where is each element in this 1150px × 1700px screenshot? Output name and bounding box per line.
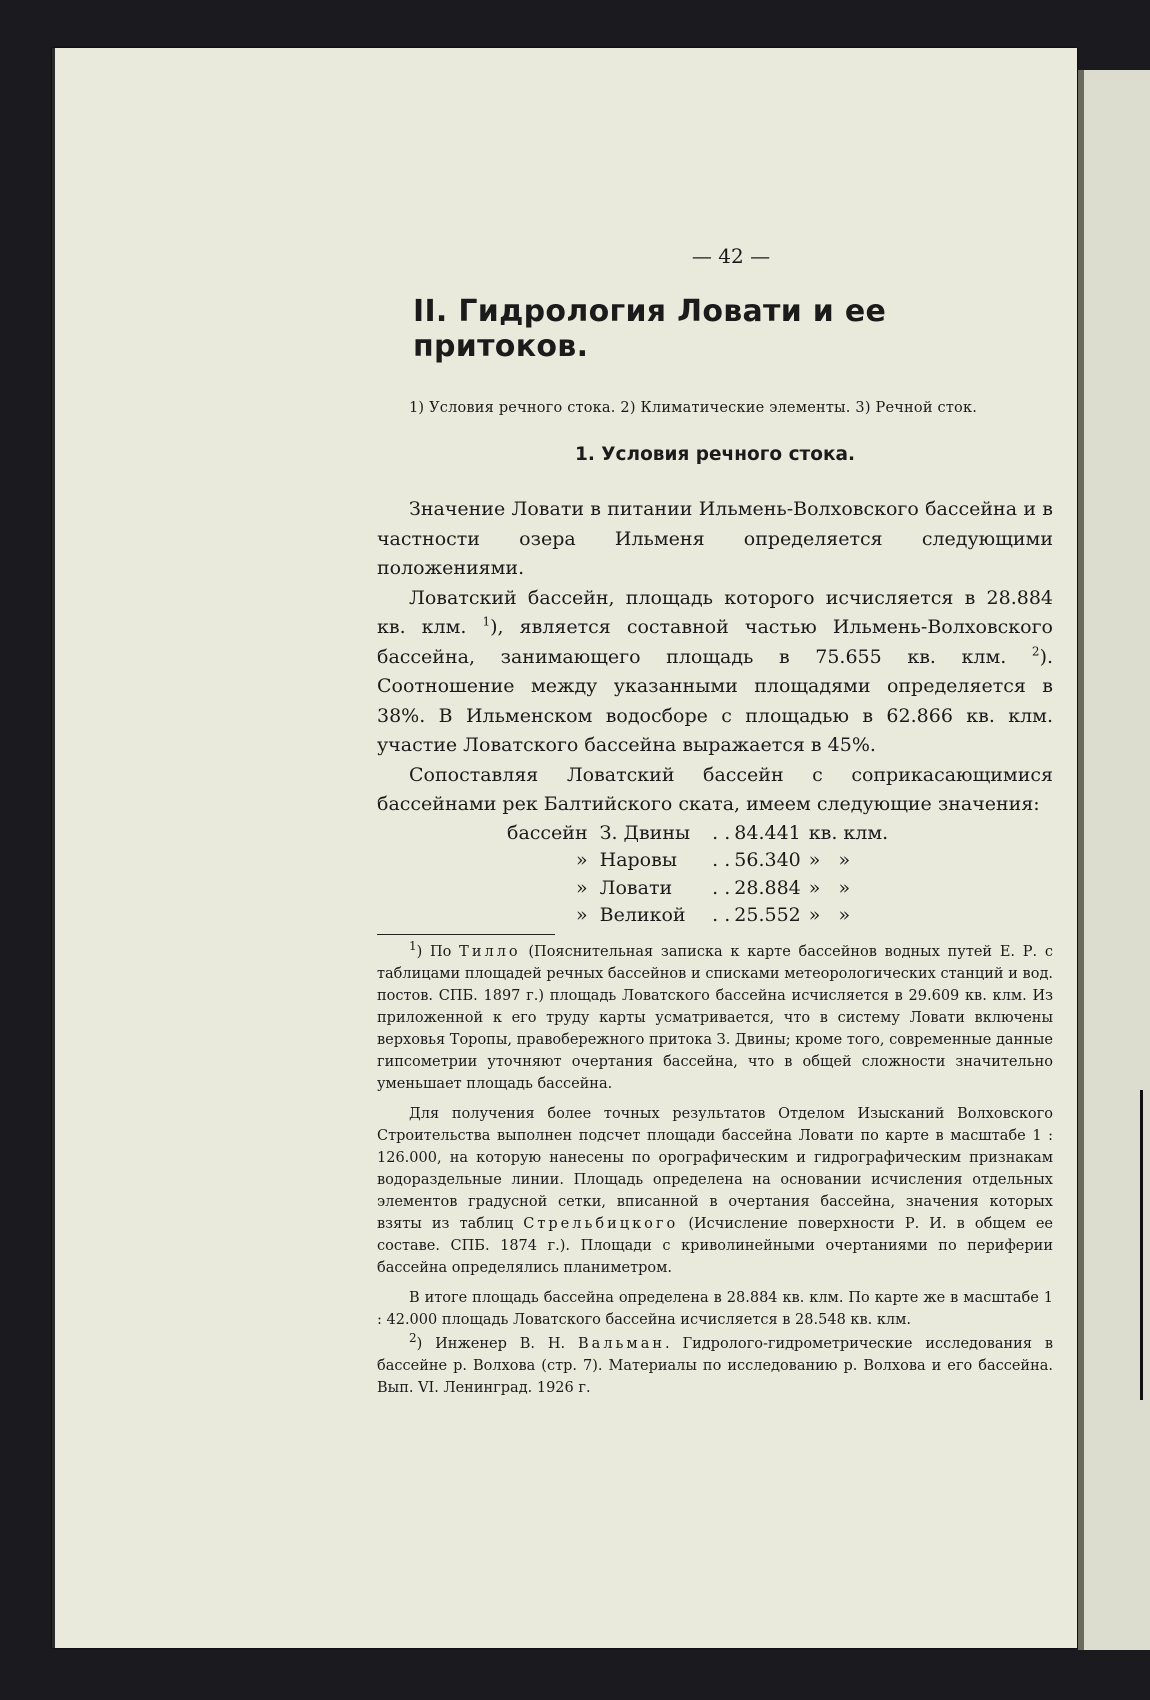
basin-prefix: бассейн xyxy=(507,821,588,844)
basin-unit: » » xyxy=(808,849,851,871)
section-title: 1. Условия речного стока. xyxy=(574,444,856,465)
basin-dots: . . xyxy=(712,821,731,844)
book-page xyxy=(52,48,1077,1648)
page-number: — 42 — xyxy=(691,244,771,268)
paragraph-1: Значение Ловати в питании Ильмень-Волховского бассейна и в частности озера Ильменя определяется следующими положениями. xyxy=(377,498,1053,579)
page-content xyxy=(377,244,1053,1407)
basin-prefix: » xyxy=(576,876,588,899)
paragraph-2: Ловатский бассейн, площадь которого исчисляется в 28.884 кв. клм. $^1$), является составной частью Ильмень-Волховского бассейна, занимающего площадь в 75.655 кв. клм. $^2$). Соотношение между указанными площадями определяется в 38%. В Ильменском водосборе с площадью в 62.866 кв. клм. участие Ловатского бассейна выражается в 45%. xyxy=(377,586,1054,756)
footnote-divider xyxy=(377,934,555,935)
basin-prefix: » xyxy=(576,904,588,926)
basin-row xyxy=(503,902,892,930)
basin-dots: . . xyxy=(712,876,731,899)
basin-dots: . . xyxy=(712,904,731,926)
basin-unit: » » xyxy=(808,904,851,926)
basin-prefix: » xyxy=(576,849,588,871)
footnote-1-continued: Для получения более точных результатов Отделом Изысканий Волховского Строительства выполнен подсчет площади бассейна Ловати по карте в масштабе 1 : 126.000, на которую нанесены по орографическим и гидрографическим признакам водораздельные линии. Площадь определена на основании исчисления отдельных элементов градусной сетки, вписанной в очертания бассейна, значения которых взяты из таблиц Стрельбицкого (Исчисление поверхности Р. И. в общем ее составе. СПБ. 1874 г.). Площади с криволинейными очертаниями по периферии бассейна определялись планиметром. xyxy=(377,1105,1054,1276)
page-edge-mark xyxy=(1140,1090,1143,1400)
footnotes xyxy=(377,938,1054,1399)
basin-area-table xyxy=(503,820,892,930)
footnote-2: $^2$) Инженер В. Н. Вальман. Гидролого-гидрометрические исследования в бассейне р. Волхова (стр. 7). Материалы по исследованию р. Волхова и его бассейна. Вып. VI. Ленинград. 1926 г. xyxy=(377,1330,1053,1396)
basin-row xyxy=(503,820,892,848)
basin-area: 28.884 xyxy=(734,876,801,899)
basin-row xyxy=(503,875,892,903)
basin-name: Великой xyxy=(599,904,686,926)
footnote-ref-1: 1 xyxy=(482,614,491,629)
basin-row xyxy=(503,847,892,875)
basin-name: З. Двины xyxy=(599,821,691,844)
basin-unit: кв. клм. xyxy=(808,821,889,844)
footnote-1-summary: В итоге площадь бассейна определена в 28.884 кв. клм. По карте же в масштабе 1 : 42.000 площадь Ловатского бассейна исчисляется в 28.548 кв. клм. xyxy=(377,1289,1053,1328)
basin-area: 56.340 xyxy=(734,849,801,871)
basin-unit: » » xyxy=(808,876,851,899)
paragraph-3: Сопоставляя Ловатский бассейн с соприкасающимися бассейнами рек Балтийского ската, имеем следующие значения: xyxy=(377,763,1053,815)
chapter-title: II. Гидрология Ловати и ее притоков. xyxy=(413,294,887,364)
basin-dots: . . xyxy=(712,849,731,871)
footnote-1: $^1$) По Тилло (Пояснительная записка к карте бассейнов водных путей Е. Р. с таблицами площадей речных бассейнов и списками метеорологических станций и вод. постов. СПБ. 1897 г.) площадь Ловатского бассейна исчисляется в 29.609 кв. клм. Из приложенной к его труду карты усматривается, что в систему Ловати включены верховья Торопы, правобережного притока З. Двины; кроме того, современные данные гипсометрии уточняют очертания бассейна, что в общей сложности значительно уменьшает площадь бассейна. xyxy=(377,938,1053,1092)
basin-name: Ловати xyxy=(599,876,673,899)
basin-name: Наровы xyxy=(599,849,677,871)
basin-area: 84.441 xyxy=(734,821,801,844)
chapter-contents: 1) Условия речного стока. 2) Климатические элементы. 3) Речной сток. xyxy=(409,400,978,416)
body-text xyxy=(377,495,1053,820)
footnote-ref-2: 2 xyxy=(1031,644,1040,659)
basin-area: 25.552 xyxy=(734,904,801,926)
adjacent-page-edge xyxy=(1078,70,1150,1650)
